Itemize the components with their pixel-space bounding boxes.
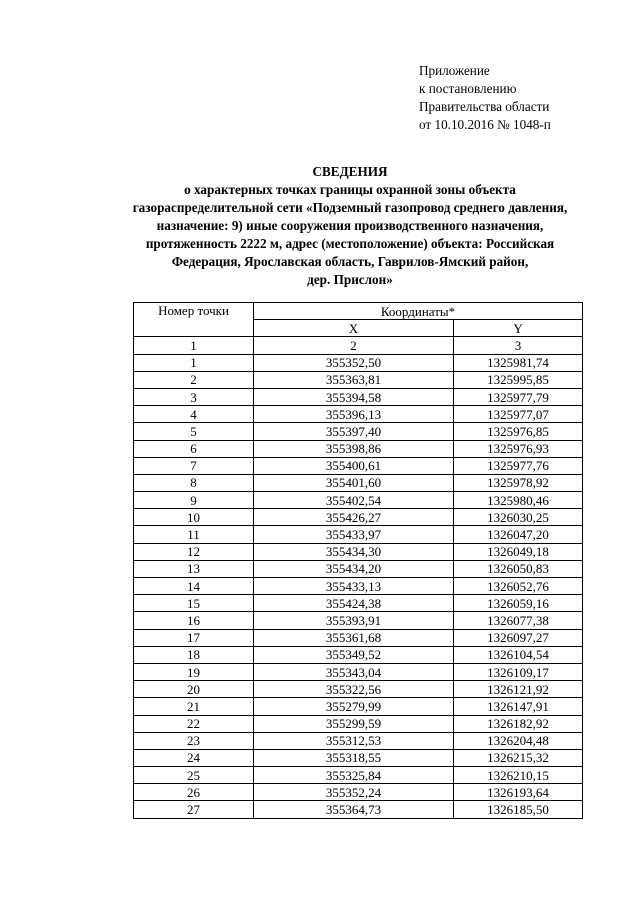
x-coordinate-cell: 355322,56 [254,681,454,698]
y-coordinate-cell: 1325976,85 [454,423,583,440]
y-coordinate-cell: 1326121,92 [454,681,583,698]
y-coordinate-cell: 1326030,25 [454,509,583,526]
point-number-cell: 1 [134,354,254,371]
index-cell: 3 [454,337,583,354]
point-number-cell: 25 [134,767,254,784]
point-number-cell: 20 [134,681,254,698]
y-coordinate-cell: 1326097,27 [454,629,583,646]
x-coordinate-cell: 355393,91 [254,612,454,629]
table-row [134,457,583,474]
header-x: X [254,320,454,337]
point-number-cell: 11 [134,526,254,543]
table-row [134,698,583,715]
point-number-cell: 6 [134,440,254,457]
table-row [134,629,583,646]
index-cell: 1 [134,337,254,354]
y-coordinate-cell: 1326077,38 [454,612,583,629]
point-number-cell: 7 [134,457,254,474]
x-coordinate-cell: 355343,04 [254,663,454,680]
point-number-cell: 23 [134,732,254,749]
point-number-cell: 12 [134,543,254,560]
x-coordinate-cell: 355361,68 [254,629,454,646]
table-row [134,578,583,595]
table-row [134,543,583,560]
y-coordinate-cell: 1325977,79 [454,388,583,405]
y-coordinate-cell: 1326147,91 [454,698,583,715]
x-coordinate-cell: 355402,54 [254,492,454,509]
x-coordinate-cell: 355397,40 [254,423,454,440]
y-coordinate-cell: 1326049,18 [454,543,583,560]
header-y: Y [454,320,583,337]
y-coordinate-cell: 1326047,20 [454,526,583,543]
table-row [134,646,583,663]
title-heading: СВЕДЕНИЯ [312,164,388,179]
table-row [134,423,583,440]
table-row [134,732,583,749]
table-row [134,749,583,766]
y-coordinate-cell: 1325995,85 [454,371,583,388]
x-coordinate-cell: 355352,24 [254,784,454,801]
x-coordinate-cell: 355364,73 [254,801,454,818]
table-index-row [134,337,583,354]
table-row [134,474,583,491]
appendix-line: Правительства области [419,99,550,114]
y-coordinate-cell: 1326182,92 [454,715,583,732]
y-coordinate-cell: 1326050,83 [454,560,583,577]
y-coordinate-cell: 1325977,07 [454,406,583,423]
y-coordinate-cell: 1326104,54 [454,646,583,663]
index-cell: 2 [254,337,454,354]
appendix-line: от 10.10.2016 № 1048-п [419,117,551,132]
table-row [134,595,583,612]
table-row [134,767,583,784]
point-number-cell: 4 [134,406,254,423]
title-line: протяженность 2222 м, адрес (местоположение) объекта: Российская [145,236,555,251]
coordinates-table-body [134,354,583,818]
header-coordinates: Координаты* [254,303,583,320]
y-coordinate-cell: 1325981,74 [454,354,583,371]
y-coordinate-cell: 1326052,76 [454,578,583,595]
x-coordinate-cell: 355299,59 [254,715,454,732]
table-row [134,663,583,680]
title-line: дер. Прислон» [307,272,393,287]
title-line: назначение: 9) иные сооружения производственного назначения, [156,218,544,233]
y-coordinate-cell: 1326210,15 [454,767,583,784]
table-row [134,801,583,818]
table-row [134,509,583,526]
table-row [134,715,583,732]
x-coordinate-cell: 355424,38 [254,595,454,612]
point-number-cell: 5 [134,423,254,440]
point-number-cell: 9 [134,492,254,509]
table-row [134,440,583,457]
x-coordinate-cell: 355312,53 [254,732,454,749]
point-number-cell: 3 [134,388,254,405]
appendix-line: к постановлению [419,81,517,96]
y-coordinate-cell: 1326185,50 [454,801,583,818]
table-row [134,681,583,698]
y-coordinate-cell: 1326215,32 [454,749,583,766]
table-row [134,784,583,801]
x-coordinate-cell: 355434,30 [254,543,454,560]
y-coordinate-cell: 1326193,64 [454,784,583,801]
appendix-line: Приложение [419,63,490,78]
x-coordinate-cell: 355363,81 [254,371,454,388]
title-line: газораспределительной сети «Подземный газопровод среднего давления, [132,200,568,215]
y-coordinate-cell: 1326109,17 [454,663,583,680]
point-number-cell: 2 [134,371,254,388]
point-number-cell: 21 [134,698,254,715]
point-number-cell: 18 [134,646,254,663]
point-number-cell: 15 [134,595,254,612]
header-point-number: Номер точки [134,303,254,337]
x-coordinate-cell: 355352,50 [254,354,454,371]
x-coordinate-cell: 355433,97 [254,526,454,543]
table-row [134,354,583,371]
coordinates-table [133,302,583,819]
table-header-row [134,303,583,320]
y-coordinate-cell: 1325978,92 [454,474,583,491]
x-coordinate-cell: 355426,27 [254,509,454,526]
point-number-cell: 13 [134,560,254,577]
point-number-cell: 17 [134,629,254,646]
point-number-cell: 16 [134,612,254,629]
point-number-cell: 19 [134,663,254,680]
table-row [134,526,583,543]
y-coordinate-cell: 1326059,16 [454,595,583,612]
point-number-cell: 8 [134,474,254,491]
x-coordinate-cell: 355396,13 [254,406,454,423]
x-coordinate-cell: 355349,52 [254,646,454,663]
document-title [60,163,640,289]
table-row [134,371,583,388]
y-coordinate-cell: 1325980,46 [454,492,583,509]
x-coordinate-cell: 355400,61 [254,457,454,474]
table-row [134,388,583,405]
x-coordinate-cell: 355318,55 [254,749,454,766]
table-row [134,406,583,423]
title-line: Федерация, Ярославская область, Гаврилов-Ямский район, [171,254,529,269]
x-coordinate-cell: 355325,84 [254,767,454,784]
point-number-cell: 24 [134,749,254,766]
appendix-block [419,62,551,134]
y-coordinate-cell: 1326204,48 [454,732,583,749]
y-coordinate-cell: 1325977,76 [454,457,583,474]
point-number-cell: 27 [134,801,254,818]
x-coordinate-cell: 355401,60 [254,474,454,491]
x-coordinate-cell: 355279,99 [254,698,454,715]
table-row [134,560,583,577]
point-number-cell: 14 [134,578,254,595]
y-coordinate-cell: 1325976,93 [454,440,583,457]
point-number-cell: 10 [134,509,254,526]
point-number-cell: 22 [134,715,254,732]
table-row [134,612,583,629]
x-coordinate-cell: 355433,13 [254,578,454,595]
x-coordinate-cell: 355398,86 [254,440,454,457]
table-row [134,492,583,509]
x-coordinate-cell: 355394,58 [254,388,454,405]
point-number-cell: 26 [134,784,254,801]
x-coordinate-cell: 355434,20 [254,560,454,577]
title-line: о характерных точках границы охранной зоны объекта [184,182,516,197]
